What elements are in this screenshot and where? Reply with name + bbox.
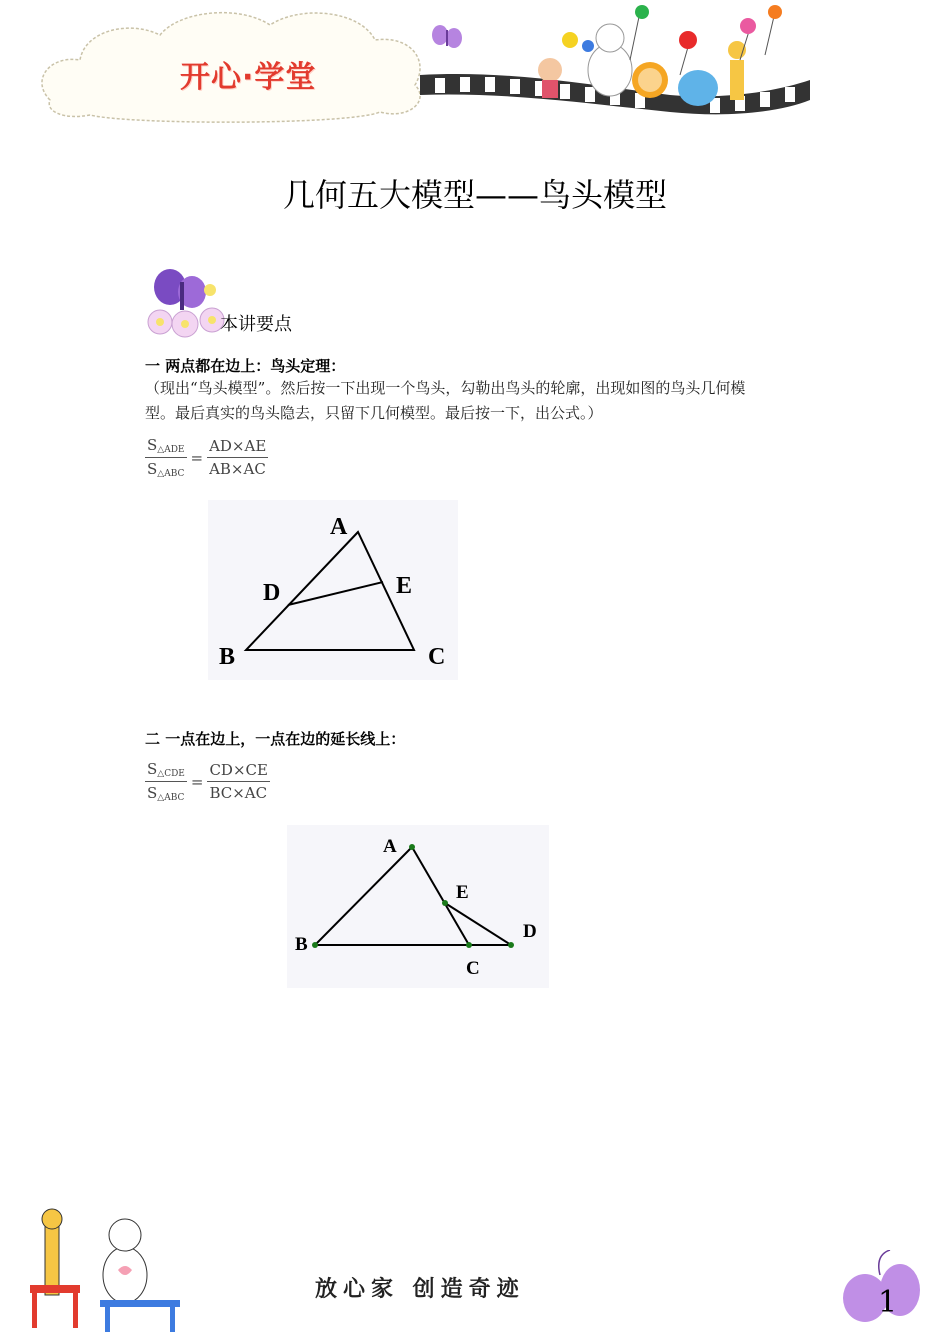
part2-lhs-den-sub: △ABC (157, 793, 185, 803)
fig1-label-E: E (396, 573, 413, 599)
page-title: 几何五大模型——鸟头模型 (282, 176, 667, 214)
part1-rhs-fraction (207, 437, 268, 478)
part1-lhs-den-S: S (147, 460, 158, 478)
part2-lhs-den-S: S (147, 784, 158, 802)
figure-2-triangle (287, 825, 549, 988)
part1-equals: = (190, 448, 204, 467)
part2-equals: = (190, 772, 204, 791)
part1-lhs-den-sub: △ABC (157, 469, 185, 479)
fig1-label-C: C (428, 644, 446, 670)
part2-lhs-fraction (145, 760, 187, 803)
fig2-label-D: D (523, 921, 537, 942)
part1-lhs-num-S: S (147, 436, 158, 454)
part1-lhs-fraction (145, 436, 187, 479)
fig1-label-B: B (219, 644, 236, 670)
butterfly-icon (432, 25, 462, 48)
part2-lhs-num-sub: △CDE (157, 769, 185, 779)
fig2-label-C: C (466, 958, 480, 979)
fig1-label-D: D (263, 580, 281, 606)
fig2-label-E: E (456, 882, 469, 903)
part2-lhs-num-S: S (147, 760, 158, 778)
fig2-label-A: A (383, 836, 397, 857)
footer-slogan: 放心家 创造奇迹 (315, 1276, 525, 1302)
part1-heading: 一 两点都在边上：鸟头定理： (145, 357, 346, 375)
part2-rhs-fraction (207, 761, 270, 802)
part1-formula (145, 436, 268, 479)
fig1-label-A: A (330, 514, 348, 540)
part1-body-line2: 型。最后真实的鸟头隐去，只留下几何模型。最后按一下，出公式。） (145, 404, 603, 422)
header-banner (30, 0, 820, 130)
part1-rhs-den: AB×AC (209, 460, 266, 478)
brand-logo: 开心·学堂 (180, 60, 317, 95)
part1-body-line1: （现出“鸟头模型”。然后按一下出现一个鸟头，勾勒出鸟头的轮廓，出现如图的鸟头几何模 (145, 379, 746, 397)
figure-1-triangle (208, 500, 458, 680)
part2-rhs-den: BC×AC (209, 784, 268, 802)
part1-rhs-num: AD×AE (209, 437, 267, 455)
part2-formula (145, 760, 270, 803)
page-number: 1 (878, 1285, 898, 1320)
section-heading: 本讲要点 (220, 314, 292, 335)
part1-lhs-num-sub: △ADE (157, 445, 185, 455)
part2-rhs-num: CD×CE (209, 761, 268, 779)
footer-cartoon (20, 1205, 185, 1335)
fig2-label-B: B (295, 934, 308, 955)
part2-heading: 二 一点在边上，一点在边的延长线上： (145, 730, 406, 748)
fig2-points (312, 844, 514, 948)
